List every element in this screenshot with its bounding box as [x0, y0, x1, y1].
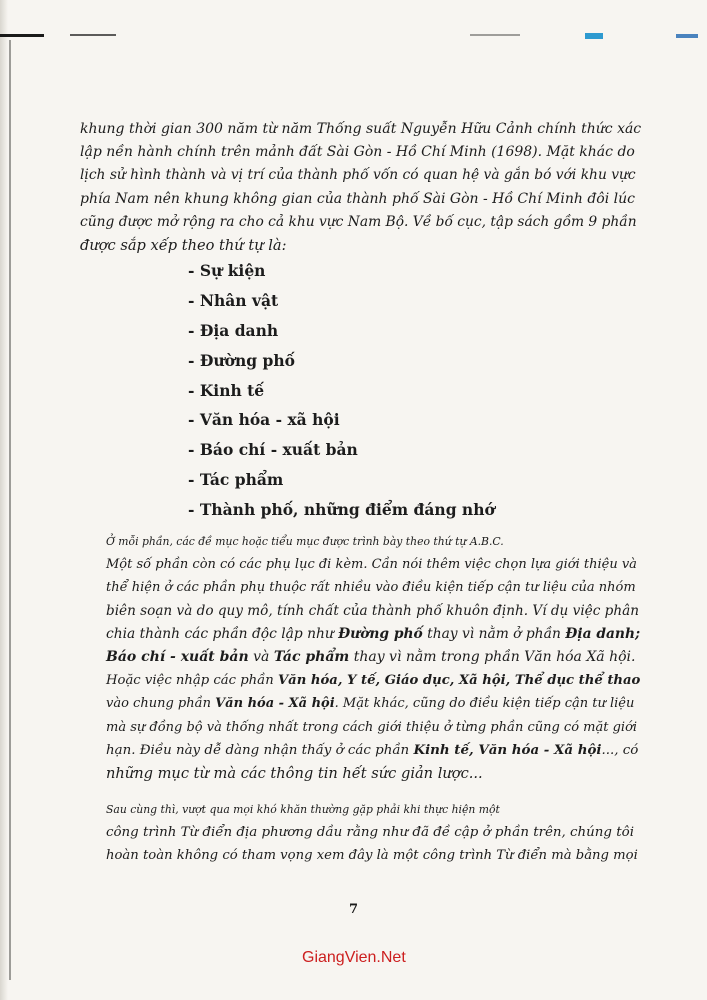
- section-item: - Địa danh: [188, 320, 279, 340]
- text-line: mà sự đồng bộ và thống nhất trong cách giới thiệu ở từng phần cũng có mặt giới: [106, 719, 638, 735]
- text-run: thay vì nằm trong phần Văn hóa Xã hội.: [349, 649, 636, 666]
- section-list: [188, 261, 495, 530]
- text-line: khung thời gian 300 năm từ năm Thống suất Nguyễn Hữu Cảnh chính thức xác: [80, 121, 642, 137]
- text-run: thay vì nằm ở phần: [422, 625, 566, 642]
- bold-term: Văn hóa, Y tế, Giáo dục, Xã hội, Thể dục thể thao: [277, 673, 641, 689]
- text-line: hoàn toàn không có tham vọng xem đây là một công trình Từ điển mà bằng mọi: [106, 848, 638, 864]
- text-run: vào chung phần: [106, 696, 216, 712]
- text-line: Một số phần còn có các phụ lục đi kèm. Cần nói thêm việc chọn lựa giới thiệu và: [106, 557, 637, 573]
- section-item: - Sự kiện: [188, 261, 266, 280]
- text-run: hạn. Điều này dễ dàng nhận thấy ở các phần: [106, 742, 414, 758]
- text-line: thể hiện ở các phần phụ thuộc rất nhiều vào điều kiện tiếp cận tư liệu của nhóm: [106, 580, 636, 596]
- bold-term: Tác phẩm: [273, 649, 350, 666]
- intro-paragraph: [80, 118, 640, 257]
- text-line: cũng được mở rộng ra cho cả khu vực Nam Bộ. Về bố cục, tập sách gồm 9 phần: [80, 213, 637, 230]
- section-item: - Văn hóa - xã hội: [188, 410, 340, 430]
- scan-artifact-mark: [70, 34, 116, 36]
- text-line: những mục từ mà các thông tin hết sức giản lược...: [106, 765, 483, 783]
- scan-binding-line: [9, 40, 11, 980]
- page-number: 7: [349, 902, 359, 917]
- text-line: biên soạn và do quy mô, tính chất của thành phố khuôn định. Ví dụ việc phân: [106, 602, 639, 619]
- text-line: công trình Từ điển địa phương dầu rằng như đã đề cập ở phần trên, chúng tôi: [106, 825, 634, 841]
- text-line: [80, 739, 640, 762]
- section-item: - Đường phố: [188, 350, 295, 370]
- bold-term: Văn hóa - Xã hội: [215, 696, 335, 712]
- watermark: GiangVien.Net: [302, 949, 406, 966]
- bold-term: Địa danh;: [565, 625, 641, 642]
- text-line: [80, 623, 640, 646]
- scan-artifact-mark: [470, 34, 520, 36]
- scan-artifact-blue-mark: [676, 34, 698, 38]
- text-line: [80, 669, 640, 692]
- structure-paragraph: [80, 530, 640, 785]
- text-run: ..., có: [601, 742, 639, 758]
- text-line: lịch sử hình thành và vị trí của thành phố vốn có quan hệ và gắn bó với khu vực: [80, 167, 636, 184]
- bold-term: Báo chí - xuất bản: [106, 649, 249, 666]
- text-line: được sắp xếp theo thứ tự là:: [80, 237, 287, 255]
- text-line: phía Nam nên khung không gian của thành phố Sài Gòn - Hồ Chí Minh đôi lúc: [80, 190, 635, 207]
- section-item: - Tác phẩm: [188, 470, 284, 490]
- text-line: Ở mỗi phần, các đề mục hoặc tiểu mục được trình bày theo thứ tự A.B.C.: [106, 535, 504, 548]
- text-run: . Mặt khác, cũng do điều kiện tiếp cận tư liệu: [334, 696, 635, 712]
- section-item: - Kinh tế: [188, 380, 265, 400]
- closing-paragraph: [80, 798, 640, 868]
- text-run: chia thành các phần độc lập như: [106, 625, 339, 642]
- section-item: - Báo chí - xuất bản: [188, 440, 358, 460]
- text-line: lập nền hành chính trên mảnh đất Sài Gòn - Hồ Chí Minh (1698). Mặt khác do: [80, 144, 635, 161]
- text-line: [80, 692, 640, 715]
- scan-artifact-mark: [0, 34, 44, 37]
- text-run: và: [248, 649, 274, 666]
- text-run: Hoặc việc nhập các phần: [106, 673, 278, 689]
- text-line: Sau cùng thì, vượt qua mọi khó khăn thường gặp phải khi thực hiện một: [106, 803, 500, 816]
- scan-artifact-blue-mark: [585, 33, 603, 39]
- section-item: - Nhân vật: [188, 290, 279, 310]
- text-line: [80, 646, 640, 669]
- scan-shadow-edge: [0, 0, 8, 1000]
- bold-term: Đường phố: [338, 625, 423, 642]
- section-item: - Thành phố, những điểm đáng nhớ: [188, 500, 495, 520]
- bold-term: Kinh tế, Văn hóa - Xã hội: [413, 741, 602, 758]
